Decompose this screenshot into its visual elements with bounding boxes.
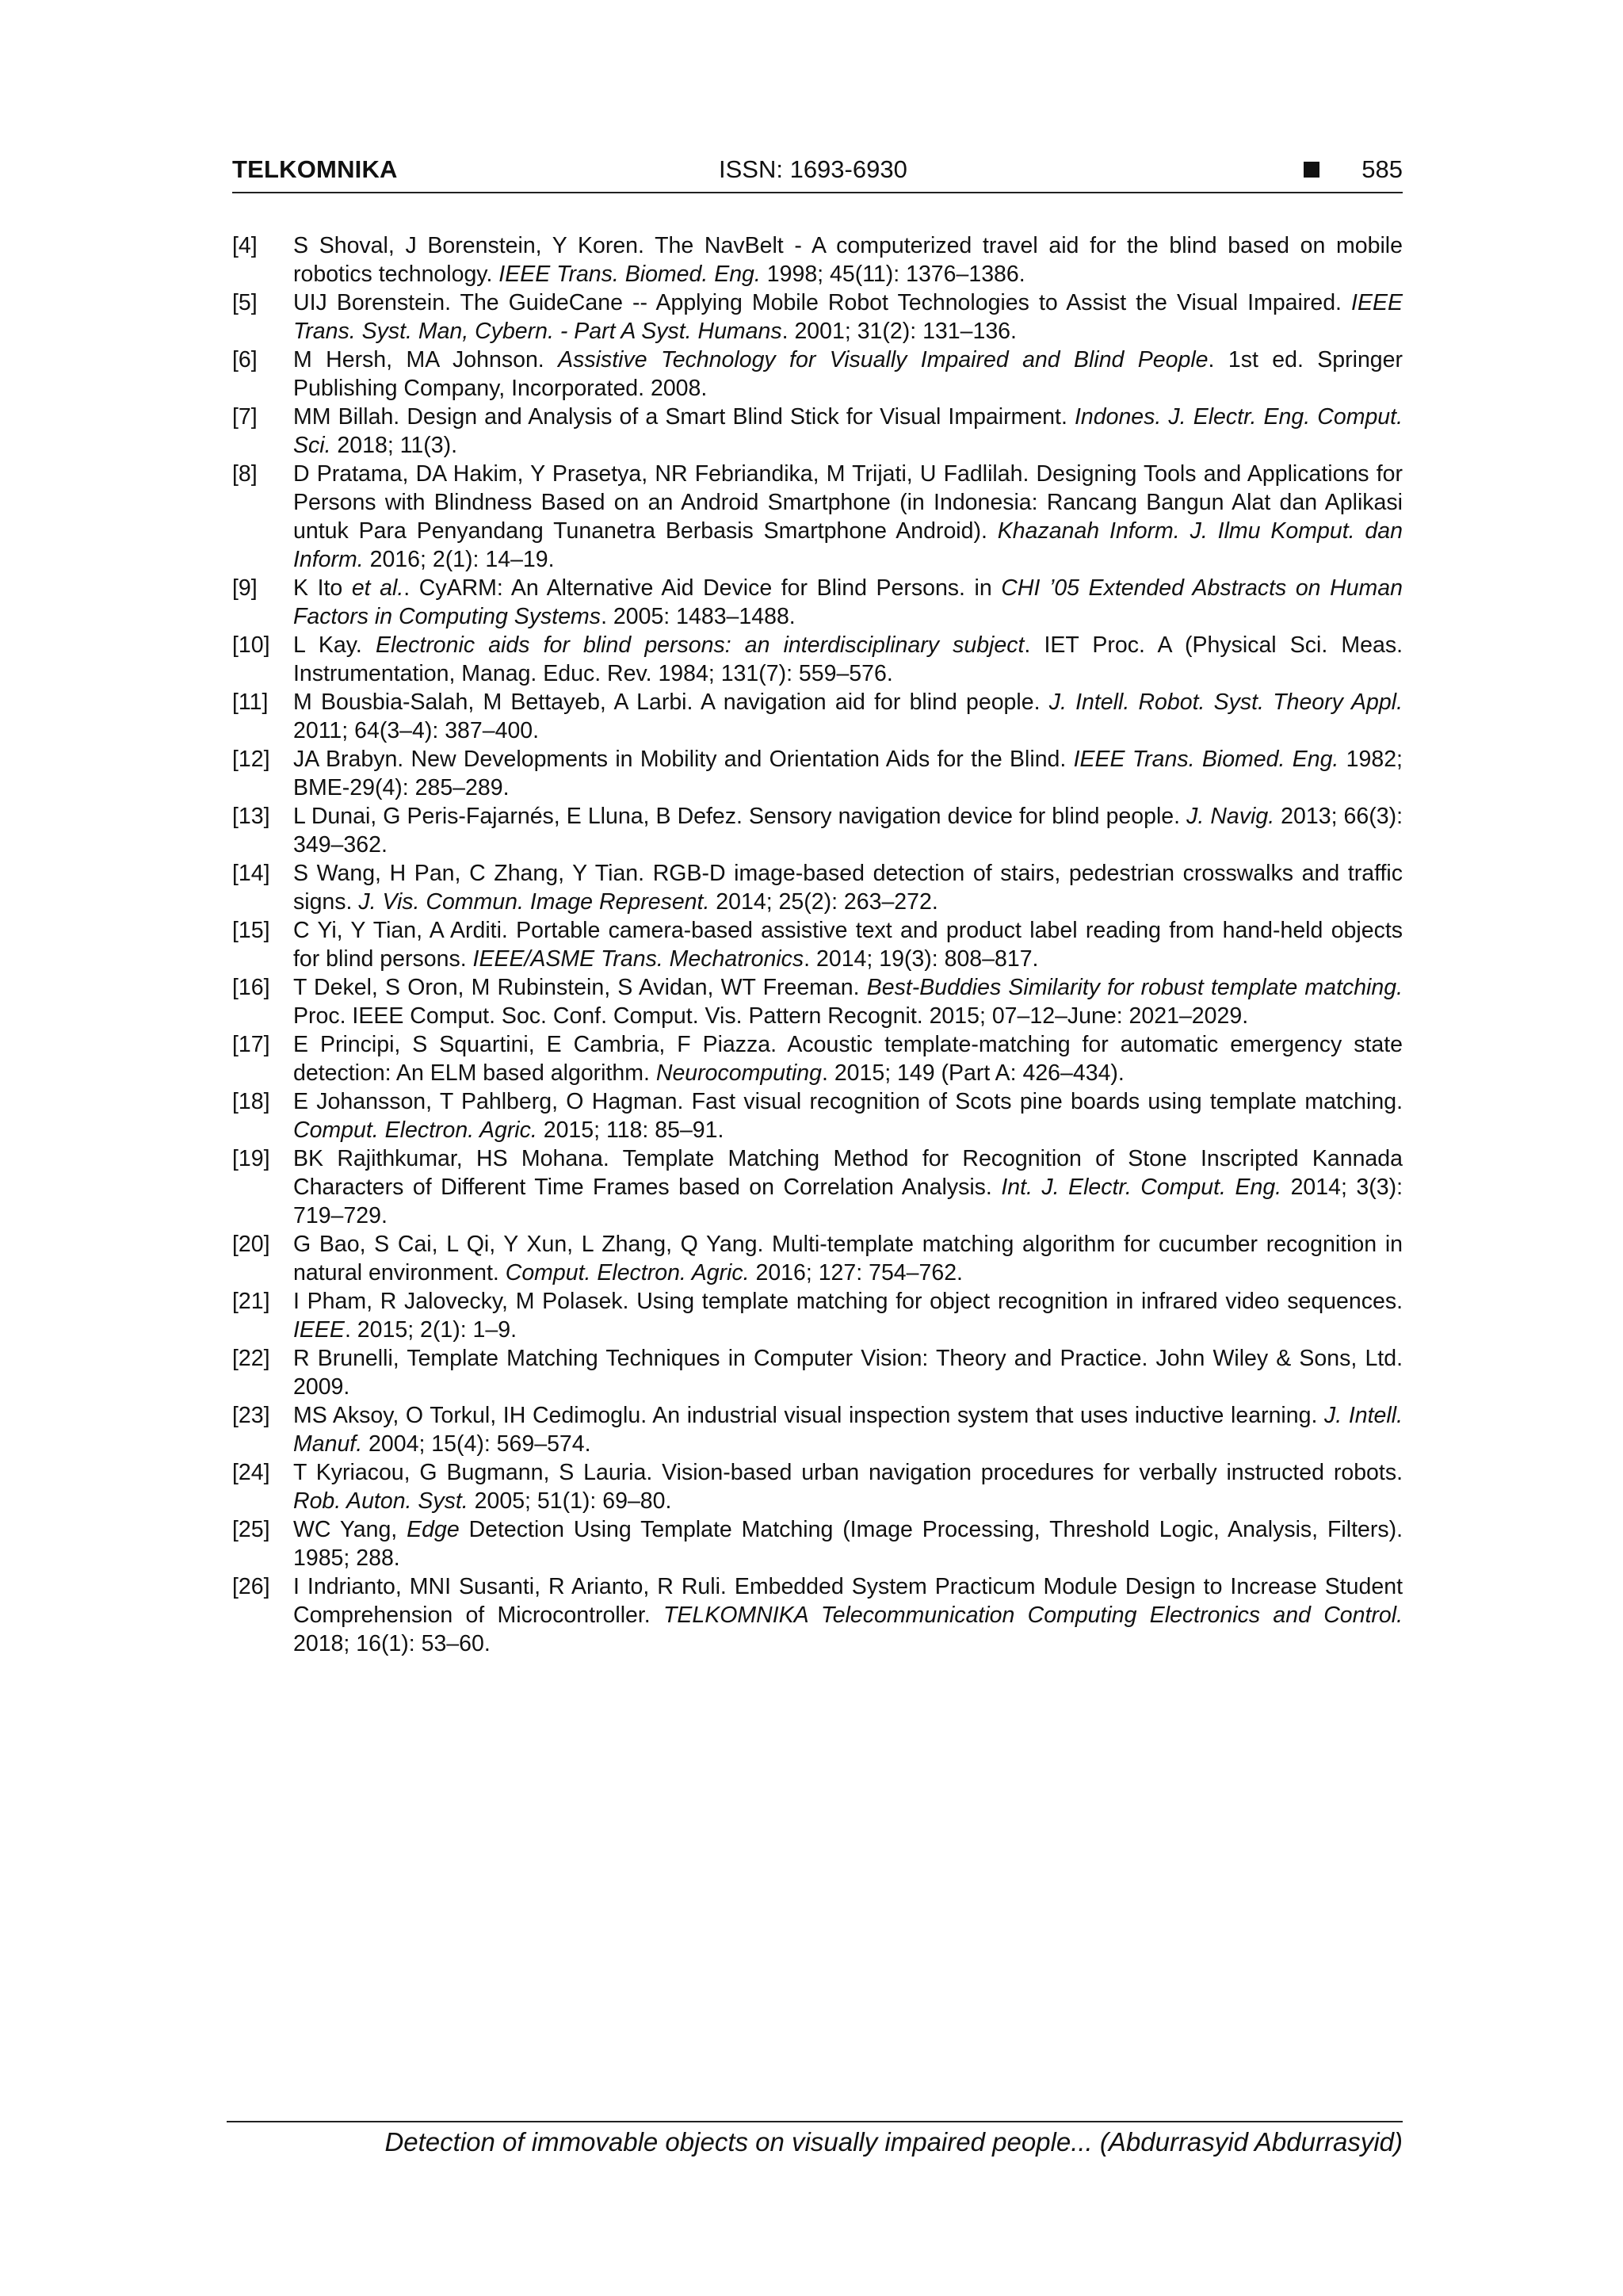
reference-number: [21] [232, 1289, 270, 1314]
reference-text: BK Rajithkumar, HS Mohana. Template Matching Method for Recognition of Stone Inscripted Kannada Characters of Different Time Frames based on Correlation Analysis. [293, 1146, 1403, 1200]
reference-venue: IEEE Trans. Biomed. Eng. [498, 262, 761, 287]
reference-venue: Edge [407, 1517, 460, 1542]
reference-item [232, 1230, 1403, 1287]
reference-text: 1998; 45(11): 1376–1386. [760, 262, 1025, 287]
reference-text: G Bao, S Cai, L Qi, Y Xun, L Zhang, Q Yang. Multi-template matching algorithm for cucumber recognition in natural environment. [293, 1232, 1403, 1286]
reference-item [232, 403, 1403, 460]
reference-number: [17] [232, 1032, 270, 1057]
reference-text: I Indrianto, MNI Susanti, R Arianto, R Ruli. Embedded System Practicum Module Design to Increase Student Comprehension of Microcontroller. [293, 1574, 1403, 1628]
reference-venue: Neurocomputing [655, 1060, 822, 1086]
page-header [232, 155, 1403, 193]
reference-number: [25] [232, 1517, 270, 1542]
reference-text: C Yi, Y Tian, A Arditi. Portable camera-based assistive text and product label reading from hand-held objects for blind persons. [293, 918, 1403, 972]
reference-item [232, 1572, 1403, 1658]
reference-number: [22] [232, 1346, 270, 1371]
reference-venue: IEEE/ASME Trans. Mechatronics [472, 946, 804, 972]
reference-text: WC Yang, [293, 1517, 407, 1542]
reference-text: 2013; 66(3): 349–362. [293, 804, 1403, 858]
reference-item [232, 1458, 1403, 1515]
reference-text: E Johansson, T Pahlberg, O Hagman. Fast visual recognition of Scots pine boards using template matching. [293, 1089, 1403, 1114]
journal-name: TELKOMNIKA [232, 155, 398, 183]
reference-number: [14] [232, 861, 270, 886]
reference-venue: Best-Buddies Similarity for robust template matching. [866, 975, 1403, 1000]
reference-venue: Int. J. Electr. Comput. Eng. [1001, 1175, 1282, 1200]
footer-divider [227, 2121, 1403, 2122]
reference-text: . 2015; 2(1): 1–9. [344, 1317, 517, 1343]
reference-text: . 1st ed. Springer Publishing Company, Incorporated. 2008. [293, 347, 1403, 401]
reference-text: . 2015; 149 (Part A: 426–434). [821, 1060, 1125, 1086]
reference-item [232, 1515, 1403, 1572]
reference-text: . 2001; 31(2): 131–136. [781, 319, 1017, 344]
reference-venue: CHI ’05 Extended Abstracts on Human Factors in Computing Systems [293, 575, 1403, 629]
reference-text: MS Aksoy, O Torkul, IH Cedimoglu. An industrial visual inspection system that uses inductive learning. [293, 1403, 1325, 1428]
reference-number: [24] [232, 1460, 270, 1485]
reference-number: [13] [232, 804, 270, 829]
reference-number: [9] [232, 575, 258, 601]
reference-item [232, 916, 1403, 973]
reference-venue: J. Navig. [1186, 804, 1275, 829]
reference-item [232, 574, 1403, 631]
reference-number: [7] [232, 404, 258, 430]
reference-venue: TELKOMNIKA Telecommunication Computing Electronics and Control. [663, 1603, 1403, 1628]
reference-venue: IEEE [293, 1317, 345, 1343]
reference-venue: Comput. Electron. Agric. [293, 1117, 537, 1143]
reference-item [232, 973, 1403, 1030]
reference-item [232, 631, 1403, 688]
reference-item [232, 1287, 1403, 1344]
reference-item [232, 1087, 1403, 1144]
reference-text: Detection Using Template Matching (Image Processing, Threshold Logic, Analysis, Filters). 1985; 288. [293, 1517, 1403, 1571]
square-bullet-icon [1304, 162, 1319, 178]
reference-venue: Electronic aids for blind persons: an interdisciplinary subject [375, 632, 1025, 658]
reference-item [232, 802, 1403, 859]
reference-text: 2018; 16(1): 53–60. [293, 1631, 491, 1656]
reference-text: I Pham, R Jalovecky, M Polasek. Using template matching for object recognition in infrared video sequences. [293, 1289, 1403, 1314]
reference-text: UIJ Borenstein. The GuideCane -- Applying Mobile Robot Technologies to Assist the Visual Impaired. [293, 290, 1352, 315]
reference-text: T Dekel, S Oron, M Rubinstein, S Avidan, WT Freeman. [293, 975, 867, 1000]
reference-item [232, 460, 1403, 574]
reference-item [232, 1144, 1403, 1230]
reference-venue: J. Intell. Manuf. [293, 1403, 1403, 1457]
reference-text: . CyARM: An Alternative Aid Device for Blind Persons. in [403, 575, 1002, 601]
reference-number: [18] [232, 1089, 270, 1114]
reference-text: 2014; 3(3): 719–729. [293, 1175, 1403, 1228]
reference-venue: Comput. Electron. Agric. [505, 1260, 750, 1286]
reference-text: D Pratama, DA Hakim, Y Prasetya, NR Febriandika, M Trijati, U Fadlilah. Designing Tools and Applications for Persons with Blindness Based on an Android Smartphone (in Indonesia: Rancang Bangun Alat dan Aplikasi untuk Para Penyandang Tunanetra Berbasis Smartphone Android). [293, 461, 1403, 544]
reference-venue: IEEE Trans. Syst. Man, Cybern. - Part A Syst. Humans [293, 290, 1403, 344]
reference-text: S Wang, H Pan, C Zhang, Y Tian. RGB-D image-based detection of stairs, pedestrian crosswalks and traffic signs. [293, 861, 1403, 915]
reference-venue: IEEE Trans. Biomed. Eng. [1073, 747, 1339, 772]
reference-number: [12] [232, 747, 270, 772]
reference-venue: Rob. Auton. Syst. [293, 1488, 468, 1514]
reference-text: K Ito [293, 575, 352, 601]
reference-item [232, 1401, 1403, 1458]
reference-text: M Hersh, MA Johnson. [293, 347, 559, 372]
reference-text: R Brunelli, Template Matching Techniques in Computer Vision: Theory and Practice. John Wiley & Sons, Ltd. 2009. [293, 1346, 1403, 1400]
reference-item [232, 288, 1403, 346]
reference-item [232, 346, 1403, 403]
reference-number: [5] [232, 290, 258, 315]
reference-text: . 2005: 1483–1488. [601, 604, 796, 629]
reference-item [232, 859, 1403, 916]
reference-text: L Kay. [293, 632, 376, 658]
reference-number: [4] [232, 233, 258, 258]
reference-text: 2016; 2(1): 14–19. [363, 547, 555, 572]
reference-item [232, 1030, 1403, 1087]
issn-label: ISSN: 1693-6930 [719, 155, 907, 183]
reference-venue: Assistive Technology for Visually Impaired and Blind People [558, 347, 1209, 372]
reference-number: [20] [232, 1232, 270, 1257]
reference-text: Proc. IEEE Comput. Soc. Conf. Comput. Vis. Pattern Recognit. 2015; 07–12–June: 2021–2029. [293, 1003, 1249, 1029]
reference-venue: Khazanah Inform. J. Ilmu Komput. dan Inform. [293, 518, 1403, 572]
reference-number: [26] [232, 1574, 270, 1599]
reference-text: 2004; 15(4): 569–574. [362, 1431, 591, 1457]
reference-text: 2005; 51(1): 69–80. [468, 1488, 672, 1514]
reference-text: 2015; 118: 85–91. [537, 1117, 724, 1143]
reference-venue: Indones. J. Electr. Eng. Comput. Sci. [293, 404, 1403, 458]
reference-list [232, 231, 1403, 1658]
reference-text: 2014; 25(2): 263–272. [709, 889, 938, 915]
running-footer: Detection of immovable objects on visually impaired people... (Abdurrasyid Abdurrasyid) [384, 2127, 1403, 2157]
reference-text: 2018; 11(3). [330, 433, 458, 458]
reference-item [232, 688, 1403, 745]
reference-number: [10] [232, 632, 270, 658]
reference-text: M Bousbia-Salah, M Bettayeb, A Larbi. A navigation aid for blind people. [293, 690, 1049, 715]
reference-text: MM Billah. Design and Analysis of a Smart Blind Stick for Visual Impairment. [293, 404, 1075, 430]
reference-text: . 2014; 19(3): 808–817. [804, 946, 1039, 972]
reference-number: [19] [232, 1146, 270, 1171]
reference-venue: J. Intell. Robot. Syst. Theory Appl. [1048, 690, 1403, 715]
reference-text: T Kyriacou, G Bugmann, S Lauria. Vision-based urban navigation procedures for verbally instructed robots. [293, 1460, 1403, 1485]
reference-number: [6] [232, 347, 258, 372]
reference-item [232, 1344, 1403, 1401]
reference-text: S Shoval, J Borenstein, Y Koren. The NavBelt - A computerized travel aid for the blind based on mobile robotics technology. [293, 233, 1403, 287]
reference-number: [8] [232, 461, 258, 487]
reference-text: JA Brabyn. New Developments in Mobility and Orientation Aids for the Blind. [293, 747, 1074, 772]
reference-item [232, 231, 1403, 288]
reference-item [232, 745, 1403, 802]
reference-text: E Principi, S Squartini, E Cambria, F Piazza. Acoustic template-matching for automatic emergency state detection: An ELM based algorithm. [293, 1032, 1403, 1086]
reference-number: [23] [232, 1403, 270, 1428]
reference-number: [11] [232, 690, 269, 715]
reference-venue: et al. [351, 575, 404, 601]
reference-text: 2011; 64(3–4): 387–400. [293, 718, 540, 743]
reference-text: . IET Proc. A (Physical Sci. Meas. Instrumentation, Manag. Educ. Rev. 1984; 131(7): 559–576. [293, 632, 1403, 686]
reference-text: L Dunai, G Peris-Fajarnés, E Lluna, B Defez. Sensory navigation device for blind people. [293, 804, 1187, 829]
reference-venue: J. Vis. Commun. Image Represent. [358, 889, 710, 915]
reference-number: [16] [232, 975, 270, 1000]
page-number: 585 [1361, 155, 1403, 183]
reference-number: [15] [232, 918, 270, 943]
reference-text: 1982; BME-29(4): 285–289. [293, 747, 1403, 800]
reference-text: 2016; 127: 754–762. [749, 1260, 963, 1286]
